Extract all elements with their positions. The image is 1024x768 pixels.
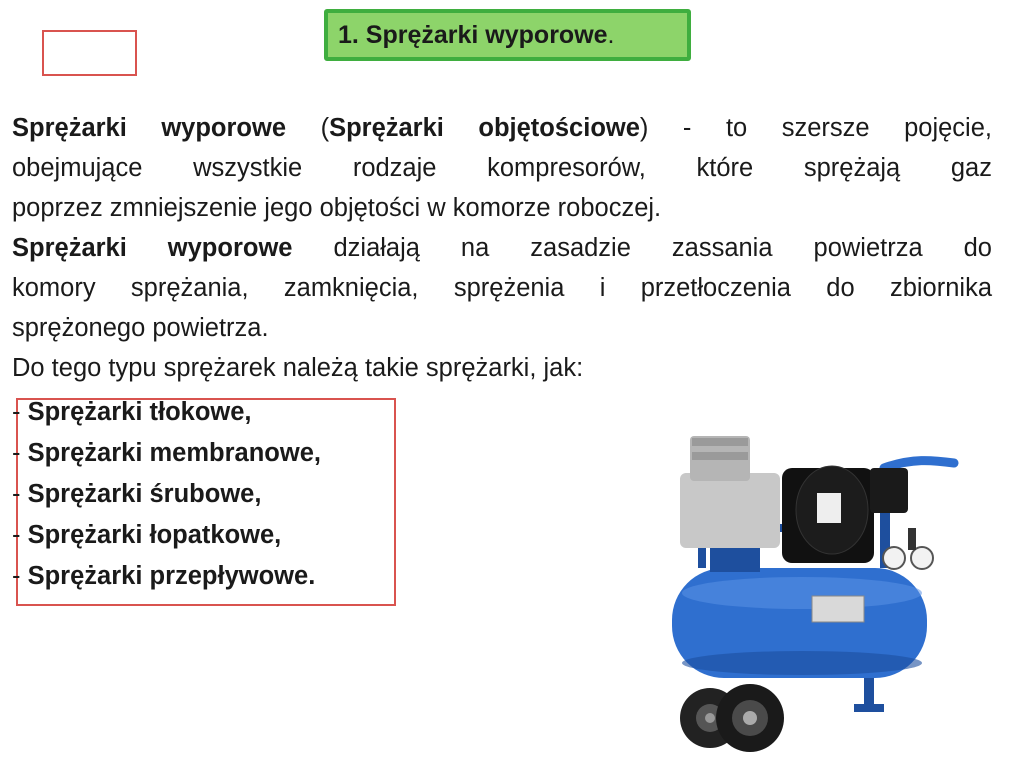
list-dash: - xyxy=(12,480,21,508)
slide-title-dot: . xyxy=(607,20,615,49)
paren-open: ( xyxy=(320,114,330,142)
list-item xyxy=(12,433,321,474)
pressure-gauges xyxy=(883,528,933,569)
slide-title-text: 1. Sprężarki wyporowe xyxy=(338,20,608,49)
list-item-text: Sprężarki przepływowe. xyxy=(27,562,316,590)
motor xyxy=(782,466,874,563)
list-item xyxy=(12,515,321,556)
term-displacement-compressors-2: Sprężarki wyporowe xyxy=(12,234,293,262)
list-item xyxy=(12,392,321,433)
paragraph1-line1 xyxy=(12,108,992,148)
compressor-types-list xyxy=(12,392,321,597)
empty-red-frame xyxy=(42,30,137,76)
term-displacement-compressors: Sprężarki wyporowe xyxy=(12,114,287,142)
stand-foot xyxy=(854,704,884,712)
pressure-switch xyxy=(870,468,908,513)
handle xyxy=(884,461,954,468)
slide-title xyxy=(324,9,691,61)
term-volumetric-compressors: Sprężarki objętościowe xyxy=(329,114,640,142)
list-item-text: Sprężarki membranowe, xyxy=(27,439,321,467)
paragraph1-line3: poprzez zmniejszenie jego objętości w komorze roboczej. xyxy=(12,194,662,222)
list-item-text: Sprężarki tłokowe, xyxy=(27,398,252,426)
paragraph1-line2: obejmujące wszystkie rodzaje kompresorów, które sprężają gaz xyxy=(12,154,992,182)
paragraph2-line1 xyxy=(12,228,992,268)
body-text xyxy=(12,108,992,388)
paragraph2-line2: komory sprężania, zamknięcia, sprężenia i przetłoczenia do zbiornika xyxy=(12,274,992,302)
list-item xyxy=(12,474,321,515)
wheel-front xyxy=(716,684,784,752)
paragraph2-line3: sprężonego powietrza. xyxy=(12,314,269,342)
pump-head xyxy=(680,436,780,572)
tank xyxy=(672,568,927,678)
list-dash: - xyxy=(12,562,21,590)
list-dash: - xyxy=(12,398,21,426)
list-dash: - xyxy=(12,521,21,549)
list-item-text: Sprężarki śrubowe, xyxy=(27,480,262,508)
paragraph3: Do tego typu sprężarek należą takie sprężarki, jak: xyxy=(12,354,584,382)
list-item xyxy=(12,556,321,597)
air-compressor-image xyxy=(632,418,976,758)
list-dash: - xyxy=(12,439,21,467)
paragraph1-line1-rest: ) - to szersze pojęcie, xyxy=(639,114,992,142)
list-item-text: Sprężarki łopatkowe, xyxy=(27,521,282,549)
paragraph2-line1-rest: działają na zasadzie zassania powietrza do xyxy=(333,234,992,262)
